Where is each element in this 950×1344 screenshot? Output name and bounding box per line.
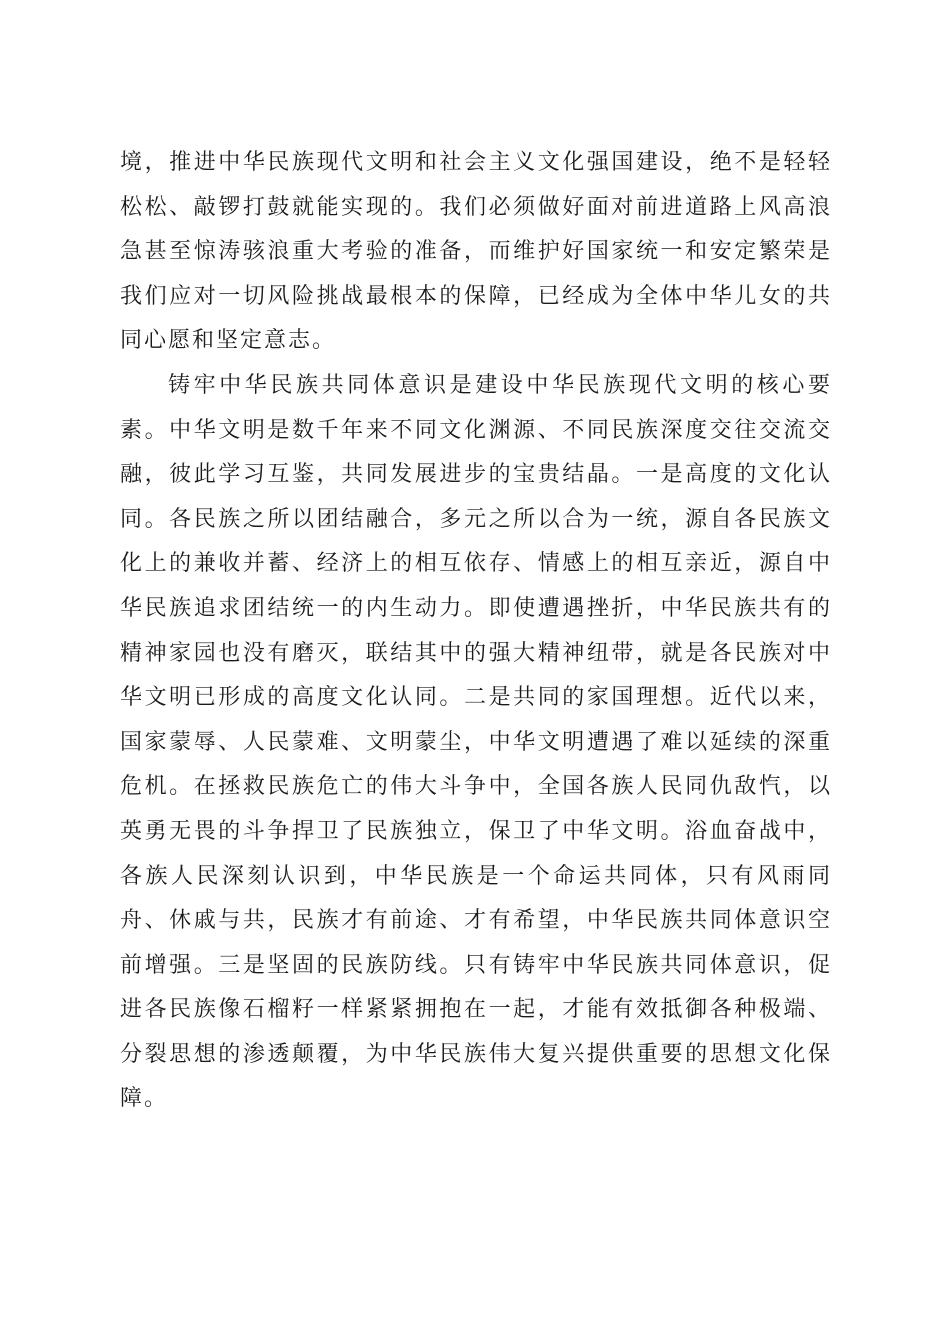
paragraph-continuation: 境，推进中华民族现代文明和社会主义文化强国建设，绝不是轻轻松松、敲锣打鼓就能实现的。我们必须做好面对前进道路上风高浪急甚至惊涛骇浪重大考验的准备，而维护好国家统一和安定繁荣是我们应对一切风险挑战最根本的保障，已经成为全体中华儿女的共同心愿和坚定意志。 <box>120 150 832 354</box>
paragraph-core-element: 铸牢中华民族共同体意识是建设中华民族现代文明的核心要素。中华文明是数千年来不同文化渊源、不同民族深度交往交流交融，彼此学习互鉴，共同发展进步的宝贵结晶。一是高度的文化认同。各民族之所以团结融合，多元之所以合为一统，源自各民族文化上的兼收并蓄、经济上的相互依存、情感上的相互亲近，源自中华民族追求团结统一的内生动力。即使遭遇挫折，中华民族共有的精神家园也没有磨灭，联结其中的强大精神纽带，就是各民族对中华文明已形成的高度文化认同。二是共同的家国理想。近代以来，国家蒙辱、人民蒙难、文明蒙尘，中华文明遭遇了难以延续的深重危机。在拯救民族危亡的伟大斗争中，全国各族人民同仇敌忾，以英勇无畏的斗争捍卫了民族独立，保卫了中华文明。浴血奋战中，各族人民深刻认识到，中华民族是一个命运共同体，只有风雨同舟、休戚与共，民族才有前途、才有希望，中华民族共同体意识空前增强。三是坚固的民族防线。只有铸牢中华民族共同体意识，促进各民族像石榴籽一样紧紧拥抱在一起，才能有效抵御各种极端、分裂思想的渗透颠覆，为中华民族伟大复兴提供重要的思想文化保障。 <box>120 372 832 1112</box>
document-body <box>120 141 832 1122</box>
